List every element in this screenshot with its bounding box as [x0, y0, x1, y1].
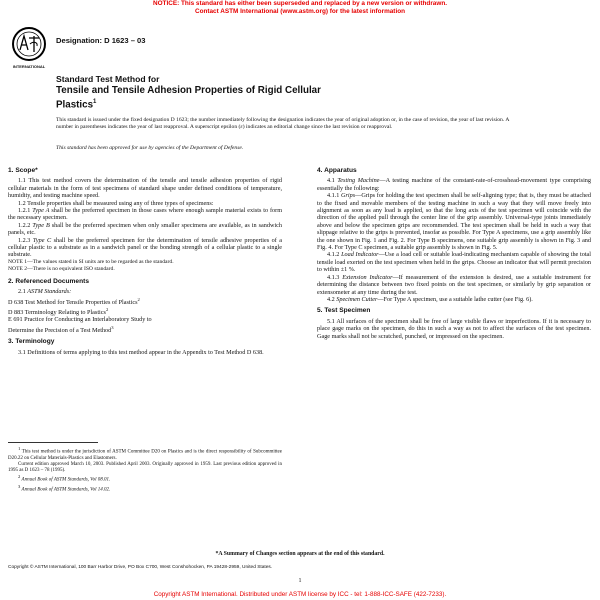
para-4-1: 4.1 Testing Machine—A testing machine of the constant-rate-of-crosshead-movement type comprising essentially the following:: [317, 177, 591, 192]
astm-logo: [8, 24, 50, 74]
designation: Designation: D 1623 – 03: [56, 36, 146, 45]
page-number: 1: [298, 578, 302, 584]
footnote-2: $^2$ Annual Book of ASTM Standards, Vol 08.01.: [18, 474, 111, 484]
title-line-1: Standard Test Method for: [56, 74, 160, 84]
reference-e691: E 691 Practice for Conducting an Interlaboratory Study to: [8, 316, 152, 324]
para-4-1-2: 4.1.2 Load Indicator—Use a load cell or suitable load-indicating mechanism capable of showing the total tensile load exerted on the test specimen when held in the grips. Choose an indicator that will permit precision to within ±1 %.: [317, 251, 592, 274]
reference-d638: D 638 Test Method for Tensile Properties of Plastics$^2$: [8, 296, 140, 306]
footnotes: [8, 446, 282, 494]
para-1-2-2: 1.2.2 Type B shall be the preferred specimen when only smaller specimens are available, as in sandwich panels, etc.: [8, 221, 282, 237]
intro-paragraph: This standard is issued under the fixed designation D 1623; the number immediately following the designation indicates the year of original adoption or, in the case of revision, the year of last revision. A number in parentheses indicates the year of last reapproval. A superscript epsilon (ε) indicates an editorial change since the last revision or reapproval.: [56, 117, 510, 130]
para-1-2-3: 1.2.3 Type C shall be the preferred specimen for the determination of tensile adhesive properties of a cellular plastic to a substrate as in a sandwich panel or the bonding strength of a cellular plastic to a single substrate.: [8, 236, 283, 259]
approval-statement: This standard has been approved for use by agencies of the Department of Defense.: [56, 145, 244, 151]
right-column: [317, 163, 591, 340]
notice-banner: [0, 0, 600, 16]
section-1-heading: 1. Scope*: [8, 167, 38, 174]
copyright-line: Copyright © ASTM International, 100 Barr Harbor Drive, PO Box C700, West Conshohocken, PA 19428-2959, United States.: [8, 565, 273, 570]
license-footer: Copyright ASTM International. Distributed under ASTM license by ICC - tel: 1-888-ICC-SAFE (422-7233).: [153, 591, 447, 598]
section-5-heading: 5. Test Specimen: [317, 307, 371, 315]
para-4-2: 4.2 Specimen Cutter—For Type A specimen, use a suitable lathe cutter (see Fig. 6).: [327, 295, 533, 303]
notice-line-1: NOTICE: This standard has either been superseded and replaced by a new version or withdrawn.: [152, 0, 448, 7]
title-line-3: Plastics: [56, 99, 94, 111]
notice-line-2: Contact ASTM International (www.astm.org) for the latest information: [194, 8, 406, 15]
title-footnote-mark: 1: [93, 98, 97, 105]
para-5-1: 5.1 All surfaces of the specimen shall be free of large visible flaws or imperfections. If it is necessary to place gage marks on the specimen, do this in such a way as not to affect the surfaces of the test specimen. Gage marks shall not be scratched, punched, or impressed on the specimen.: [317, 317, 591, 340]
title-line-2: Tensile and Tensile Adhesion Properties of Rigid Cellular: [56, 85, 321, 97]
section-4-heading: 4. Apparatus: [317, 167, 357, 174]
para-3-1: 3.1 Definitions of terms applying to this test method appear in the Appendix to Test Method D 638.: [18, 348, 264, 356]
footnote-3: $^3$ Annual Book of ASTM Standards, Vol 14.02.: [18, 484, 111, 493]
para-4-1-3: 4.1.3 Extension Indicator—If measurement of the extension is desired, use a suitable instrument for determining the distance between two fixed points on the test specimen, or similarly by grip separation or extensometer at any time during the test.: [317, 273, 592, 296]
para-2-1: 2.1 ASTM Standards:: [18, 288, 72, 296]
footnote-rule: [8, 442, 98, 443]
footnote-1: $^1$ This test method is under the jurisdiction of ASTM Committee D20 on Plastics and is the direct responsibility of Subcommittee D20.22 on Cellular Materials-Plastics and Elastomers.: [8, 446, 282, 461]
para-4-1-1: 4.1.1 Grips—Grips for holding the test specimen shall be self-aligning type; that is, they must be attached to the fixed and movable members of the testing machine in such a way that they will move freely into alignment as soon as any load is applied, so that the long axis of the test specimen will coincide with the direction of the applied pull through the center line of the grip assembly. Universal-type joints immediately above and below the specimen grips are recommended. The test specimen shall be held in such a way that slippage relative to the grips is prevented, insofar as possible. For Type A specimens, use a grip assembly like the one shown in Fig. 1 and Fig. 2. For Type B specimens, one suitable grip assembly is shown in Fig. 3 and Fig. 4. For Type C specimen, a suitable grip assembly is shown in Fig. 5.: [317, 192, 591, 252]
section-2-heading: 2. Referenced Documents: [8, 277, 89, 285]
left-column: [8, 163, 282, 356]
reference-d883: D 883 Terminology Relating to Plastics$^2$: [8, 306, 109, 317]
reference-e691-cont: Determine the Precision of a Test Method$^3$: [8, 324, 114, 334]
document-title: [56, 74, 476, 110]
para-1-2: 1.2 Tensile properties shall be measured using any of three types of specimens:: [18, 199, 214, 207]
note-1: NOTE 1—The values stated in SI units are to be regarded as the standard.: [8, 258, 174, 265]
logo-text: INTERNATIONAL: [12, 64, 46, 69]
footnote-1b: Current edition approved March 10, 2003. Published April 2003. Originally approved in 1959. Last previous edition approved in 1995 as D 1623 – 78 (1995).: [8, 462, 282, 474]
summary-of-changes-note: *A Summary of Changes section appears at the end of this standard.: [215, 551, 385, 557]
para-1-1: 1.1 This test method covers the determination of the tensile and tensile adhesion properties of rigid cellular materials in the form of test specimens of standard shape under defined conditions of temperature, humidity, and testing machine speed.: [8, 177, 282, 200]
section-3-heading: 3. Terminology: [8, 338, 55, 346]
note-2: NOTE 2—There is no equivalent ISO standard.: [8, 266, 115, 273]
para-1-2-1: 1.2.1 Type A shall be the preferred specimen in those cases where enough sample material exists to form the necessary specimen.: [8, 207, 283, 222]
